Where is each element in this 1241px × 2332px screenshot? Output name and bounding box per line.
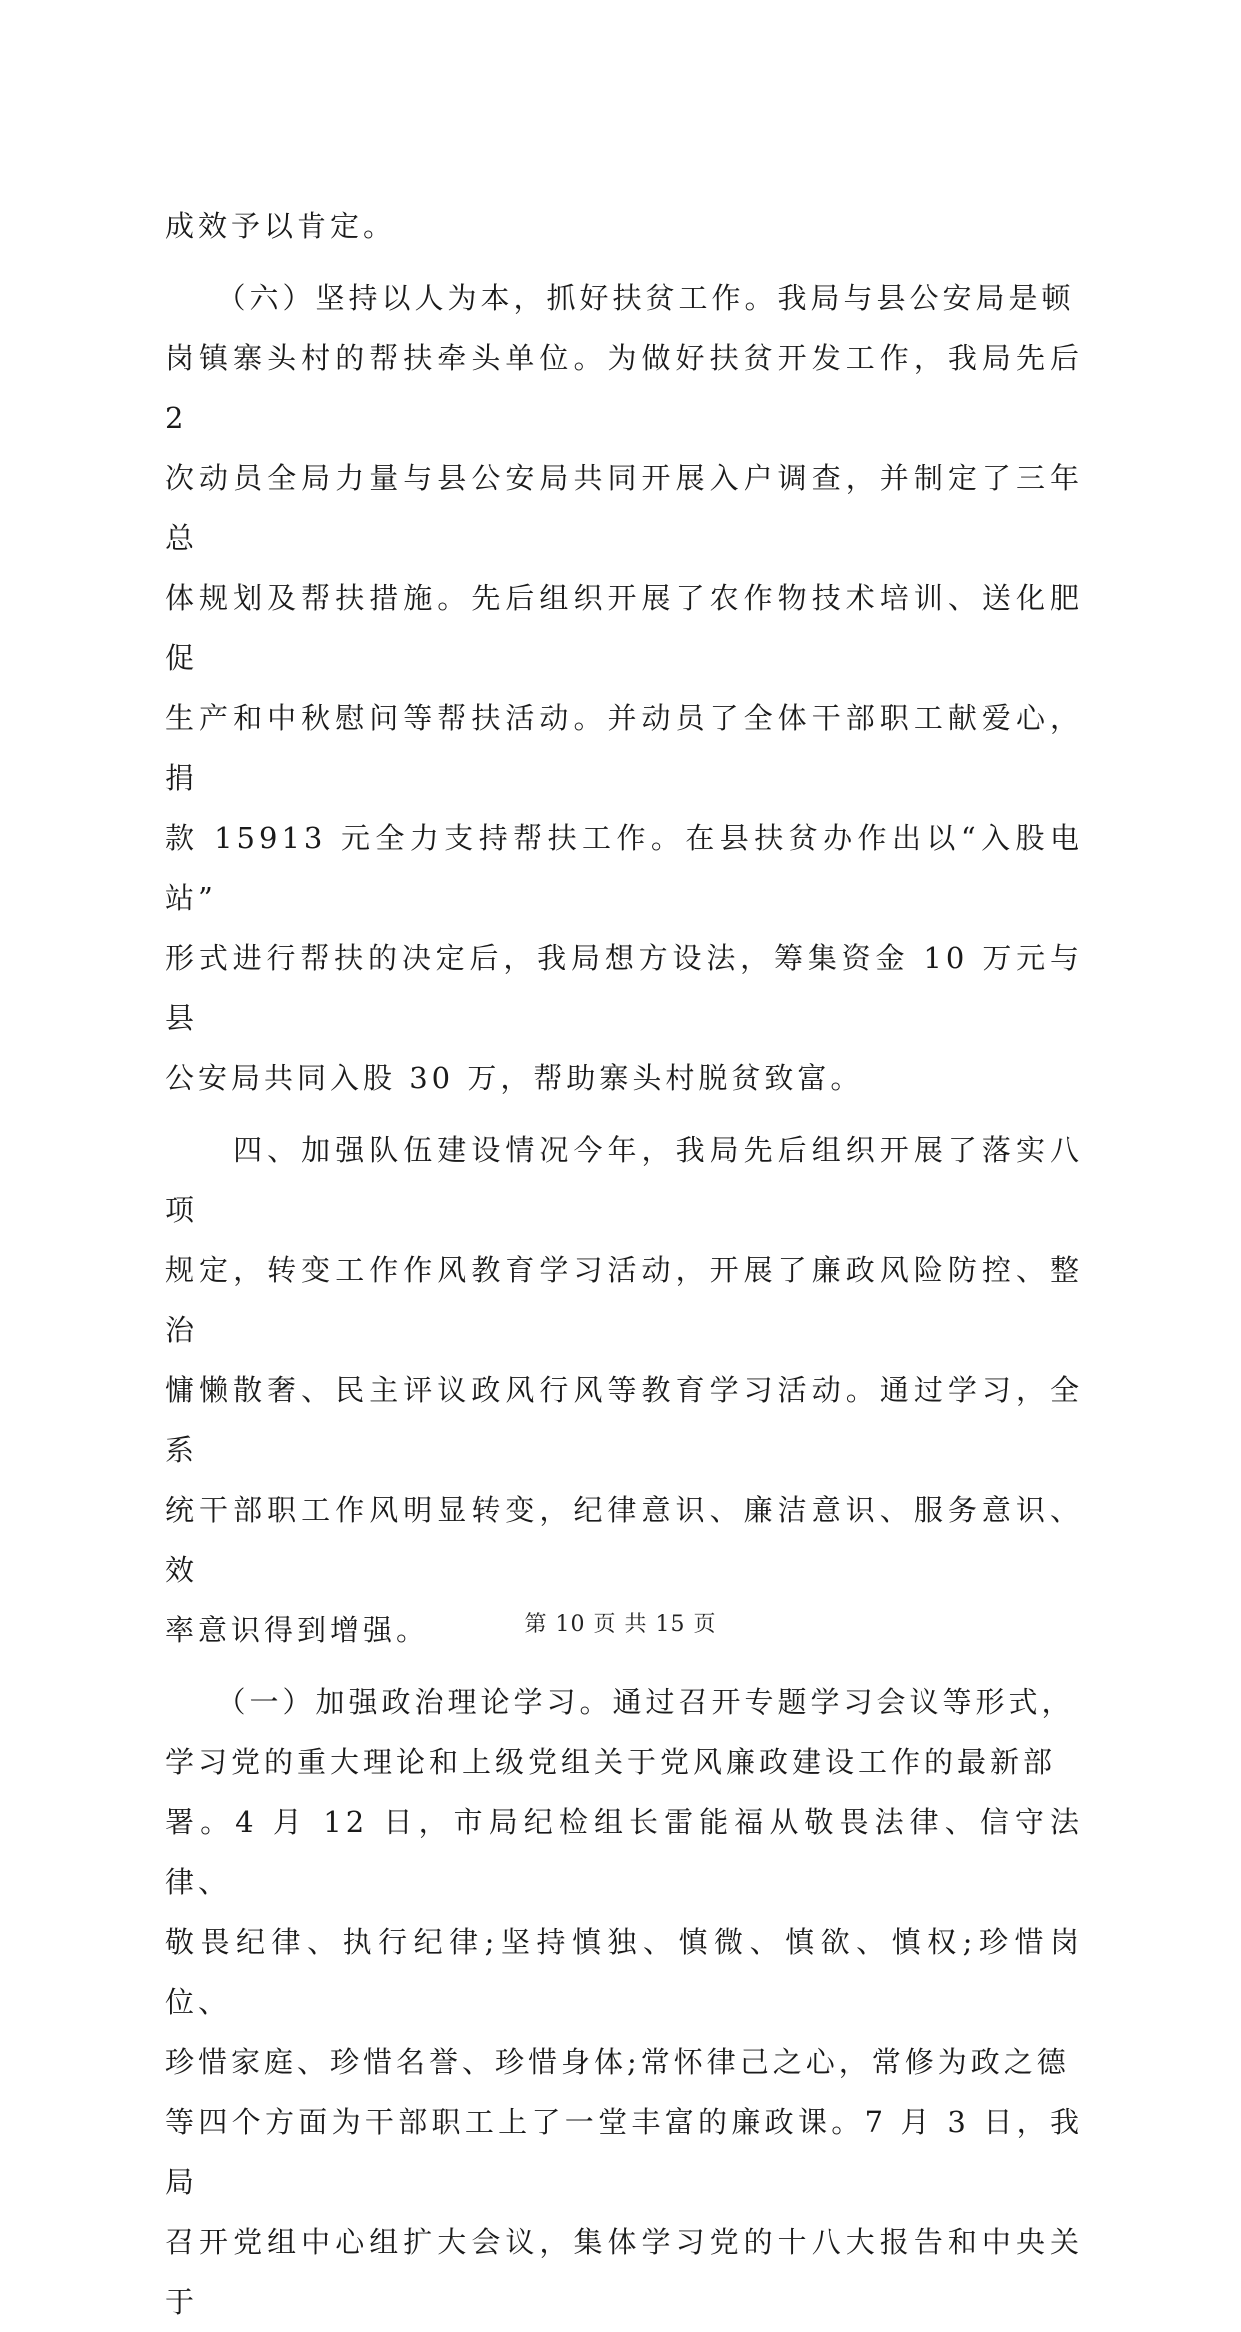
text-line: 生产和中秋慰问等帮扶活动。并动员了全体干部职工献爱心，捐 — [165, 701, 1083, 795]
text-line: 款 15913 元全力支持帮扶工作。在县扶贫办作出以“入股电站” — [165, 821, 1083, 915]
text-line: 署。4 月 12 日，市局纪检组长雷能福从敬畏法律、信守法律、 — [165, 1805, 1083, 1899]
text-line: 慵懒散奢、民主评议政风行风等教育学习活动。通过学习，全系 — [165, 1373, 1083, 1467]
text-line: （六）坚持以人为本，抓好扶贫工作。我局与县公安局是顿 — [165, 281, 1075, 315]
text-line: 统干部职工作风明显转变，纪律意识、廉洁意识、服务意识、效 — [165, 1493, 1083, 1587]
page-number-footer: 第 10 页 共 15 页 — [524, 1612, 717, 1637]
text-line: 形式进行帮扶的决定后，我局想方设法，筹集资金 10 万元与县 — [165, 941, 1083, 1035]
text-line: （一）加强政治理论学习。通过召开专题学习会议等形式， — [165, 1685, 1075, 1719]
text-line: 珍惜家庭、珍惜名誉、珍惜身体;常怀律己之心，常修为政之德 — [165, 2045, 1070, 2079]
text-line: 公安局共同入股 30 万，帮助寨头村脱贫致富。 — [165, 1061, 864, 1095]
text-line: 成效予以肯定。 — [165, 209, 397, 243]
text-line: 规定，转变工作作风教育学习活动，开展了廉政风险防控、整治 — [165, 1253, 1083, 1347]
text-line: 率意识得到增强。 — [165, 1613, 430, 1647]
text-line: 学习党的重大理论和上级党组关于党风廉政建设工作的最新部 — [165, 1745, 1057, 1779]
body-text — [165, 196, 1083, 2332]
text-line: 等四个方面为干部职工上了一堂丰富的廉政课。7 月 3 日，我局 — [165, 2105, 1083, 2199]
text-line: 岗镇寨头村的帮扶牵头单位。为做好扶贫开发工作，我局先后 2 — [165, 341, 1083, 435]
text-line: 敬畏纪律、执行纪律;坚持慎独、慎微、慎欲、慎权;珍惜岗位、 — [165, 1925, 1083, 2019]
text-line: 体规划及帮扶措施。先后组织开展了农作物技术培训、送化肥促 — [165, 581, 1083, 675]
text-line: 次动员全局力量与县公安局共同开展入户调查，并制定了三年总 — [165, 461, 1083, 555]
text-line: 四、加强队伍建设情况今年，我局先后组织开展了落实八项 — [165, 1133, 1083, 1227]
text-line: 召开党组中心组扩大会议，集体学习党的十八大报告和中央关于 — [165, 2225, 1083, 2319]
